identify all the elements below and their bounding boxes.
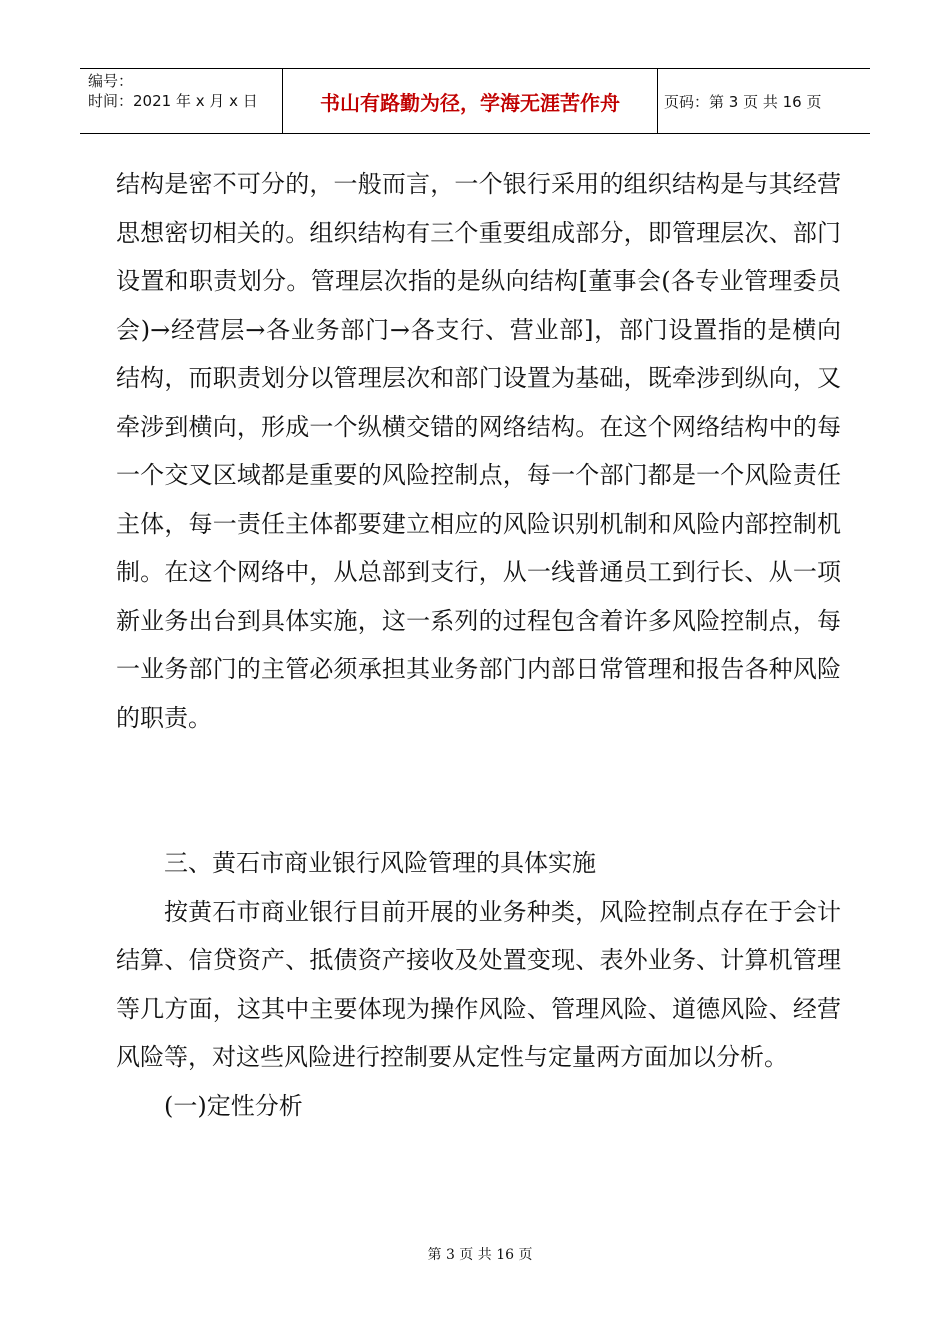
subsection-title: (一)定性分析 xyxy=(164,1091,303,1120)
header-page-info: 页码：第 3 页 共 16 页 xyxy=(664,92,822,111)
header-meta xyxy=(80,69,283,133)
page-footer: 第 3 页 共 16 页 xyxy=(427,1247,533,1263)
section-title: 三、黄石市商业银行风险管理的具体实施 xyxy=(164,849,596,877)
section-gap xyxy=(116,742,841,839)
page-header xyxy=(80,68,870,134)
number-label: 编号： xyxy=(88,72,134,90)
document-body xyxy=(116,160,841,1130)
paragraph-1: 结构是密不可分的，一般而言，一个银行采用的组织结构是与其经营思想密切相关的。组织结构有三个重要组成部分，即管理层次、部门设置和职责划分。管理层次指的是纵向结构[董事会(各专业管理委员会)→经营层→各业务部门→各支行、营业部]，部门设置指的是横向结构，而职责划分以管理层次和部门设置为基础，既牵涉到纵向，又牵涉到横向，形成一个纵横交错的网络结构。在这个网络结构中的每一个交叉区域都是重要的风险控制点，每一个部门都是一个风险责任主体，每一责任主体都要建立相应的风险识别机制和风险内部控制机制。在这个网络中，从总部到支行，从一线普通员工到行长、从一项新业务出台到具体实施，这一系列的过程包含着许多风险控制点，每一业务部门的主管必须承担其业务部门内部日常管理和报告各种风险的职责。 xyxy=(116,170,841,732)
paragraph-2: 按黄石市商业银行目前开展的业务种类，风险控制点存在于会计结算、信贷资产、抵债资产接收及处置变现、表外业务、计算机管理等几方面，这其中主要体现为操作风险、管理风险、道德风险、经营风险等，对这些风险进行控制要从定性与定量两方面加以分析。 xyxy=(116,897,841,1071)
header-motto: 书山有路勤为径，学海无涯苦作舟 xyxy=(283,69,658,133)
time-label: 时间：2021 年 x 月 x 日 xyxy=(88,92,258,110)
